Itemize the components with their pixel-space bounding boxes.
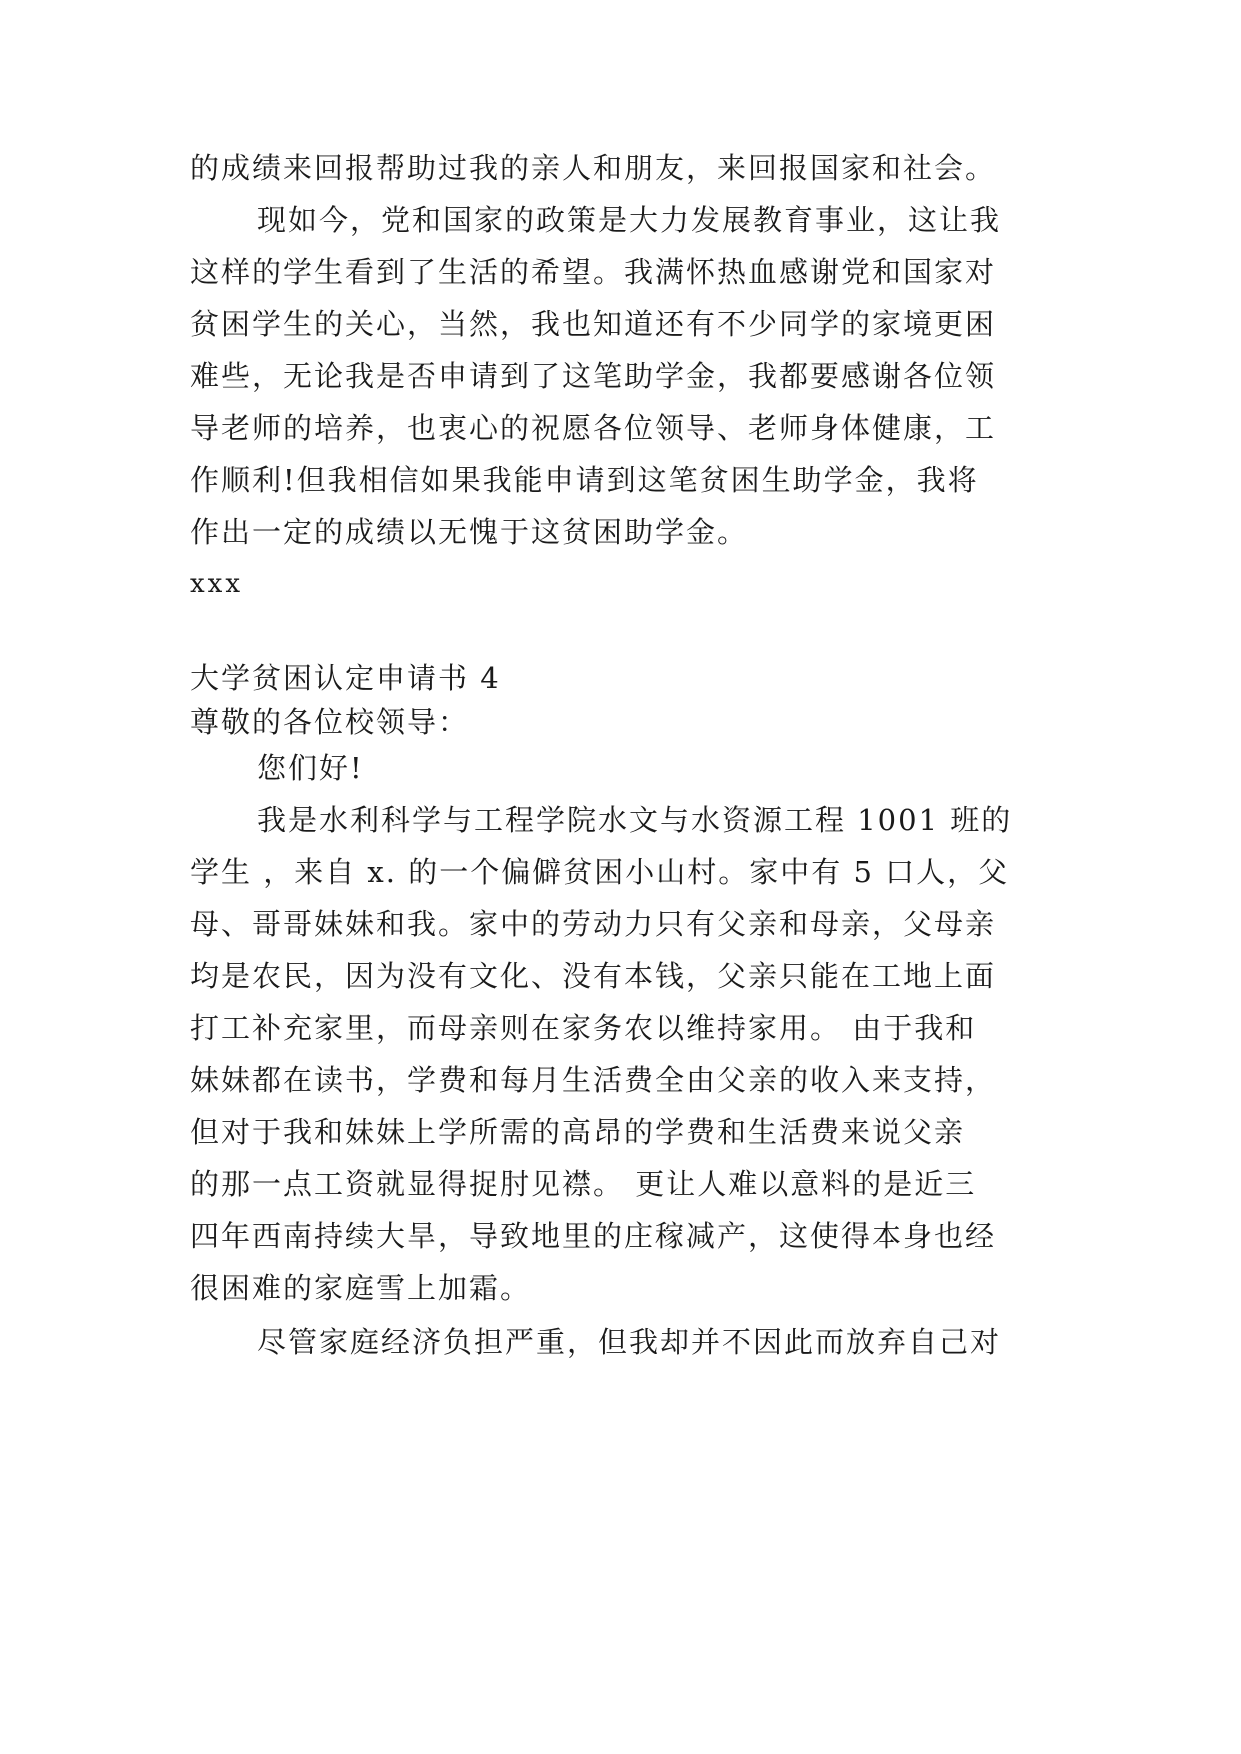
greeting: 您们好! [257,751,364,785]
paragraph-line: 打工补充家里，而母亲则在家务农以维持家用。 由于我和 [190,1011,977,1045]
paragraph-line: 妹妹都在读书，学费和每月生活费全由父亲的收入来支持， [190,1063,997,1097]
paragraph-line: 作顺利!但我相信如果我能申请到这笔贫困生助学金，我将 [190,463,979,497]
paragraph-line: 我是水利科学与工程学院水文与水资源工程 1001 班的 [257,803,1013,837]
paragraph-line: 的成绩来回报帮助过我的亲人和朋友，来回报国家和社会。 [190,151,997,185]
signature: xxx [190,569,243,599]
paragraph-line: 贫困学生的关心，当然，我也知道还有不少同学的家境更困 [190,307,997,341]
paragraph-line: 母、哥哥妹妹和我。家中的劳动力只有父亲和母亲，父母亲 [190,907,997,941]
paragraph-line: 作出一定的成绩以无愧于这贫困助学金。 [190,515,749,549]
paragraph-line: 但对于我和妹妹上学所需的高昂的学费和生活费来说父亲 [190,1115,966,1149]
paragraph-line: 难些，无论我是否申请到了这笔助学金，我都要感谢各位领 [190,359,997,393]
paragraph-line: 尽管家庭经济负担严重，但我却并不因此而放弃自己对 [257,1325,1002,1359]
paragraph-line: 这样的学生看到了生活的希望。我满怀热血感谢党和国家对 [190,255,997,289]
paragraph-line: 的那一点工资就显得捉肘见襟。 更让人难以意料的是近三 [190,1167,977,1201]
salutation: 尊敬的各位校领导： [190,705,470,739]
paragraph-line: 学生 ，来自 x. 的一个偏僻贫困小山村。家中有 5 口人，父 [190,855,1010,889]
paragraph-line: 导老师的培养，也衷心的祝愿各位领导、老师身体健康，工 [190,411,997,445]
paragraph-line: 现如今，党和国家的政策是大力发展教育事业，这让我 [257,203,1002,237]
paragraph-line: 四年西南持续大旱，导致地里的庄稼减产，这使得本身也经 [190,1219,997,1253]
paragraph-line: 均是农民，因为没有文化、没有本钱，父亲只能在工地上面 [190,959,997,993]
paragraph-line: 很困难的家庭雪上加霜。 [190,1271,532,1305]
document-title: 大学贫困认定申请书 4 [190,661,501,695]
